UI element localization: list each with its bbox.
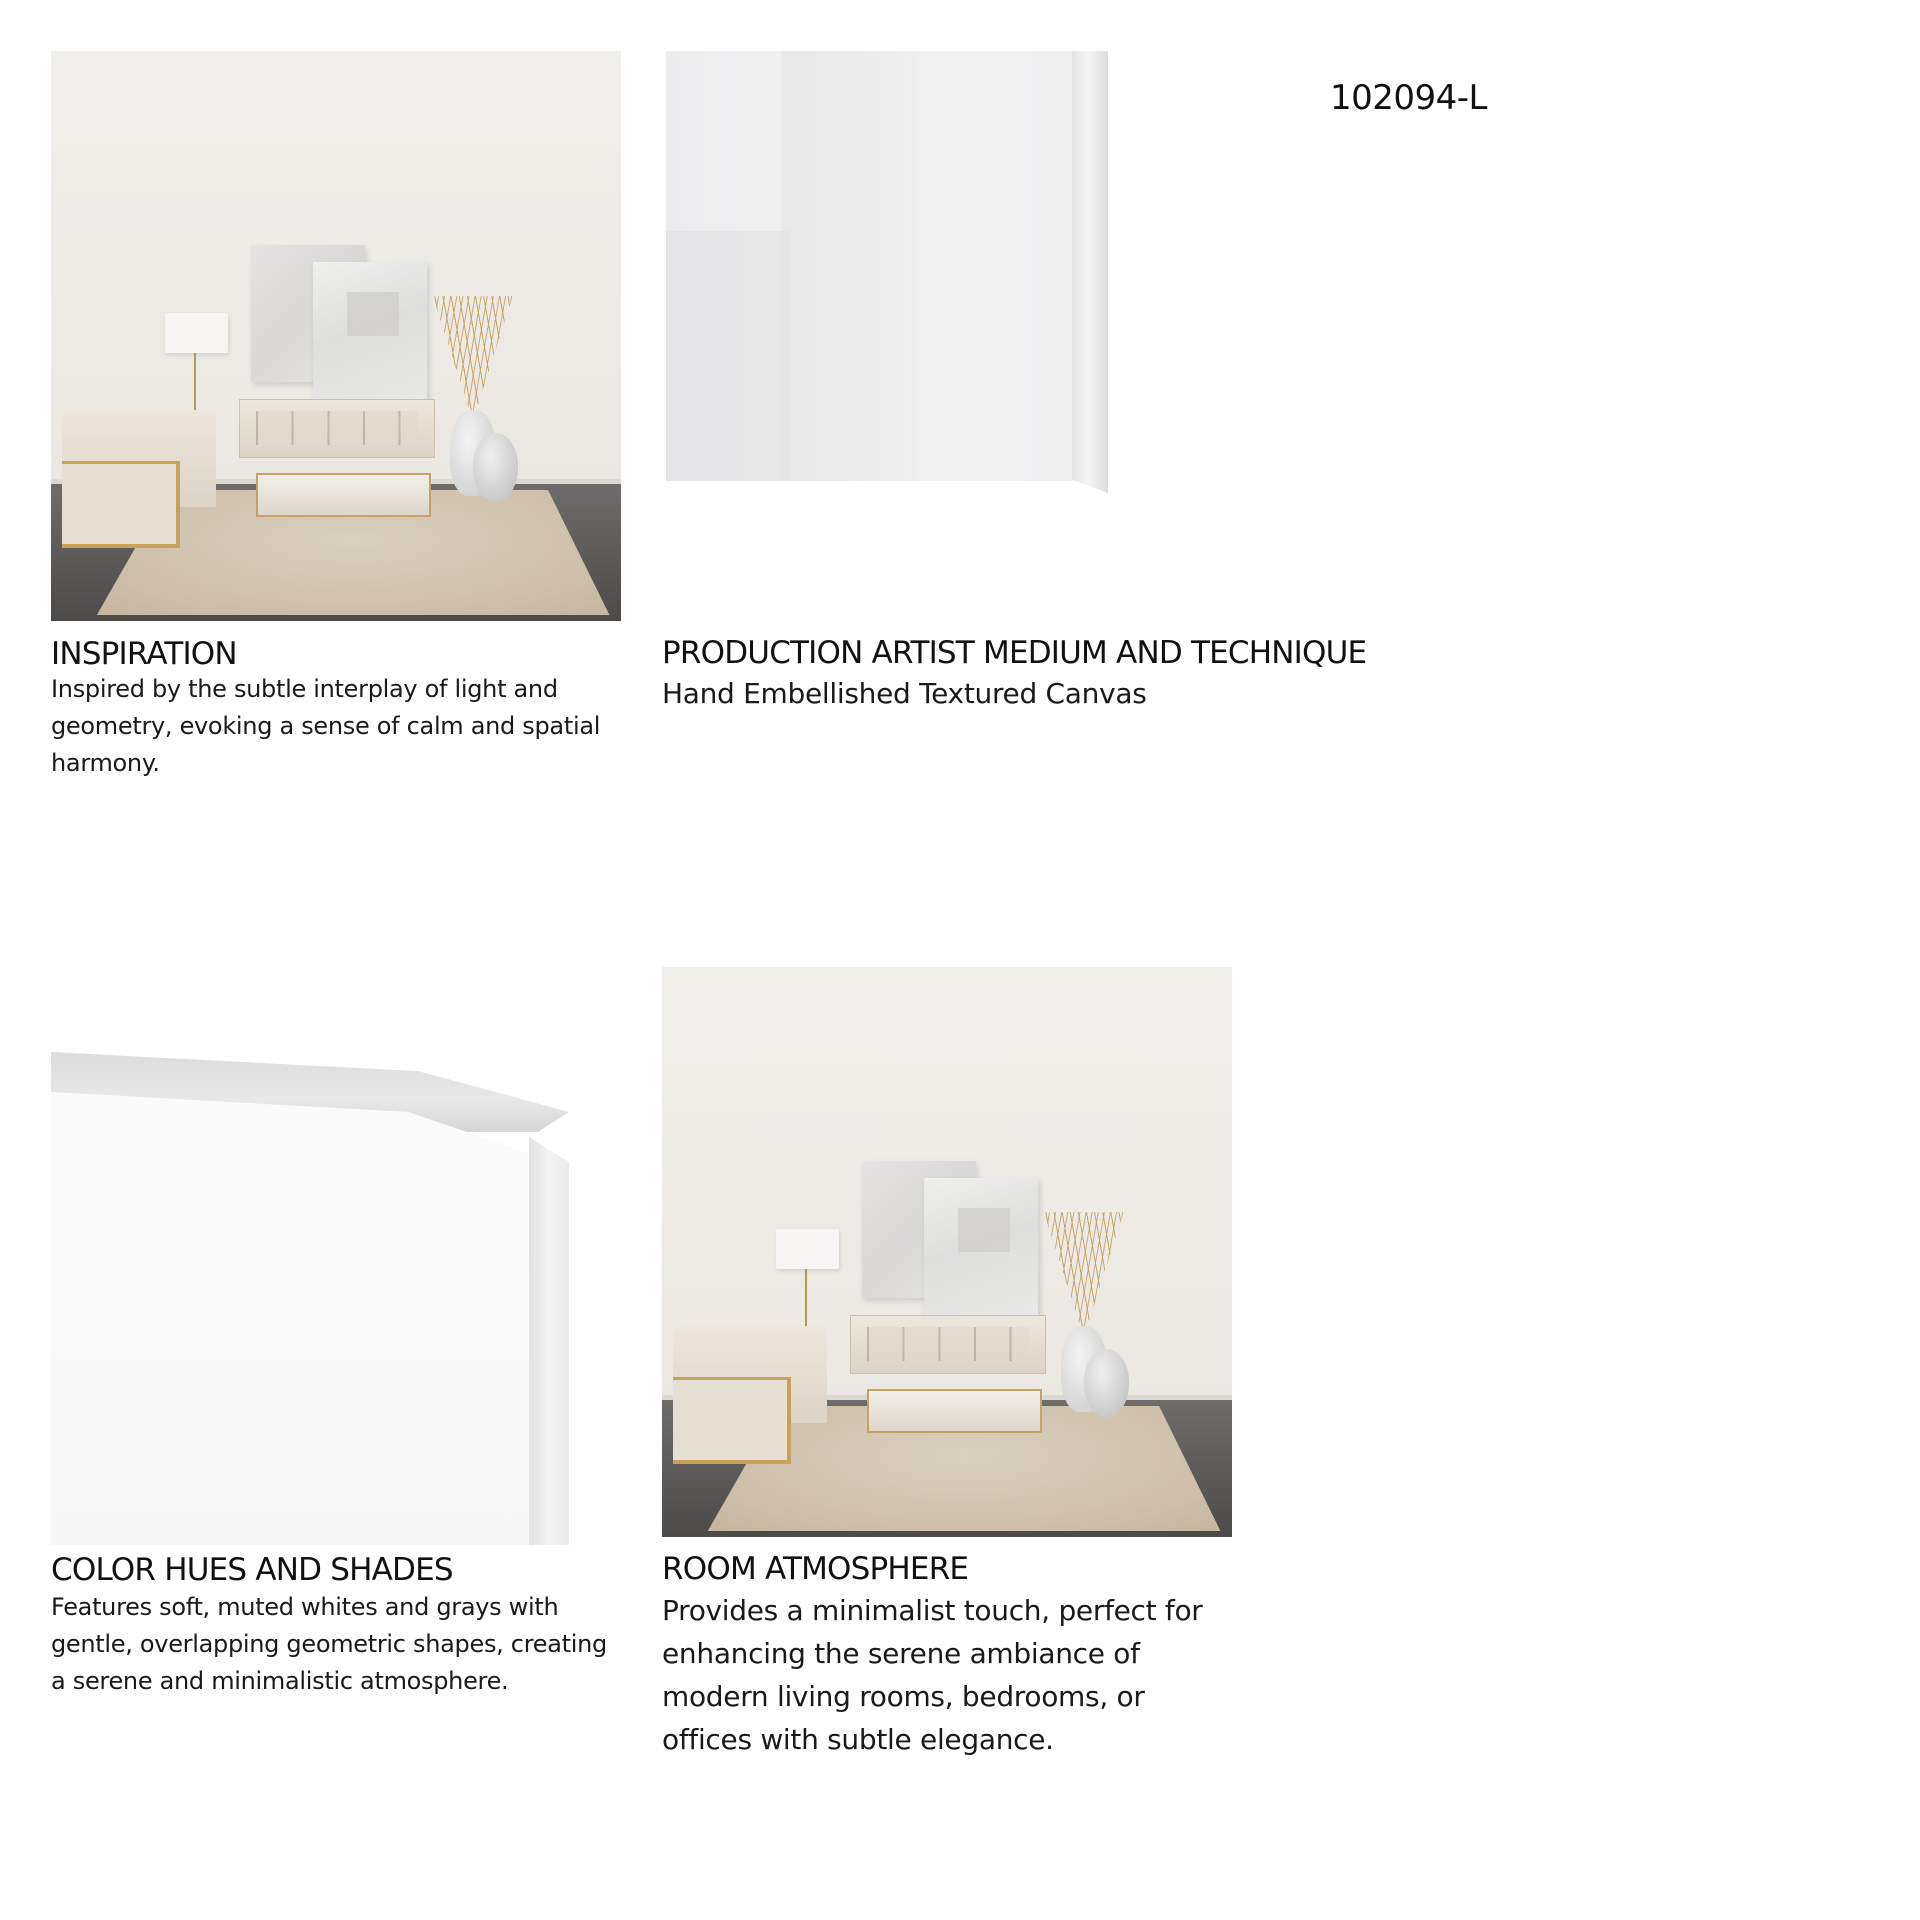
inspiration-text: Inspired by the subtle interplay of light and geometry, evoking a sense of calm and spatial harmony.	[51, 675, 601, 777]
room-atmosphere-heading: ROOM ATMOSPHERE	[662, 1551, 969, 1587]
color-heading: COLOR HUES AND SHADES	[51, 1552, 453, 1588]
inspiration-heading: INSPIRATION	[51, 636, 237, 672]
room-atmosphere-text: Provides a minimalist touch, perfect for enhancing the serene ambiance of modern living rooms, bedrooms, or offices with subtle elegance.	[662, 1594, 1203, 1756]
canvas-edge-image	[51, 1052, 569, 1545]
canvas-corner-image	[666, 51, 1108, 493]
production-text: Hand Embellished Textured Canvas	[662, 677, 1147, 710]
production-heading: PRODUCTION ARTIST MEDIUM AND TECHNIQUE	[662, 635, 1367, 671]
product-code: 102094-L	[1330, 78, 1488, 118]
room-scene-image-bottom	[662, 967, 1232, 1537]
room-scene-image-top	[51, 51, 621, 621]
color-text: Features soft, muted whites and grays with gentle, overlapping geometric shapes, creating a serene and minimalistic atmosphere.	[51, 1593, 607, 1695]
